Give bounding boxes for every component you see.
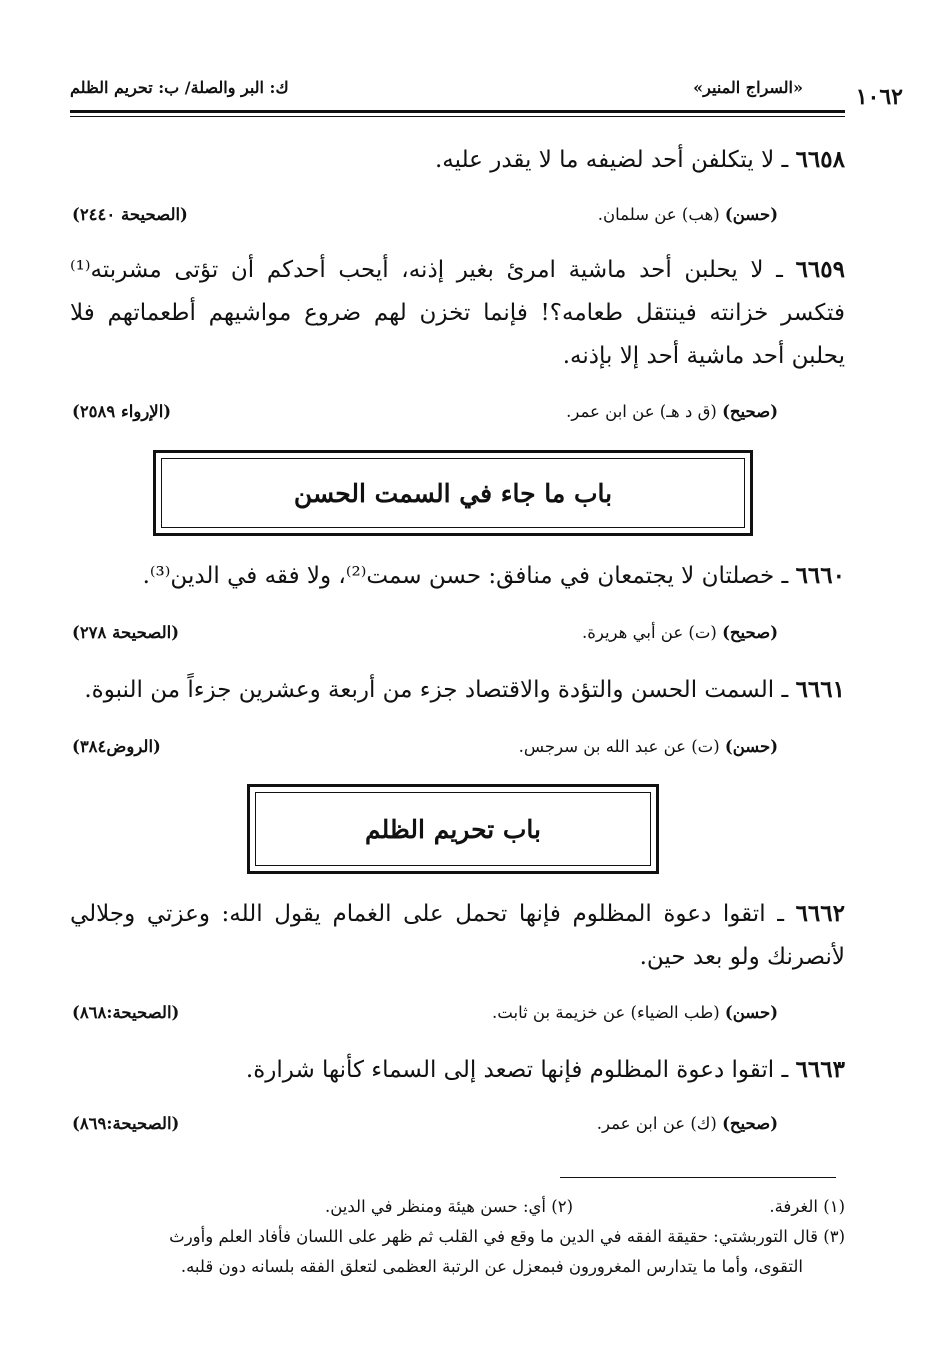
page-number: ١٠٦٢ (855, 84, 903, 110)
hadith-number: ٦٦٦٣ (795, 1056, 845, 1083)
hadith-number: ٦٦٥٩ (795, 256, 845, 283)
hadith-6660: ٦٦٦٠ ـ خصلتان لا يجتمعان في منافق: حسن سمت⁽²⁾، ولا فقه في الدين⁽³⁾. (142, 562, 845, 589)
hadith-reference: (الصحيحة:٨٦٨) (72, 1003, 180, 1022)
header-rule-thick (70, 110, 845, 113)
section-title: باب تحريم الظلم (365, 814, 541, 844)
section-heading-box (247, 784, 659, 874)
footnote-2: (٢) أي: حسن هيئة ومنظر في الدين. (325, 1197, 573, 1216)
footnote-3: (٣) قال التوربشتي: حقيقة الفقه في الدين ما وقع في القلب ثم ظهر على اللسان فأفاد العلم وأورث (169, 1227, 845, 1246)
book-title: «السراج المنير» (693, 78, 803, 97)
hadith-source: (حسن) (طب الضياء) عن خزيمة بن ثابت. (492, 1003, 778, 1022)
hadith-6663: ٦٦٦٣ ـ اتقوا دعوة المظلوم فإنها تصعد إلى السماء كأنها شرارة. (245, 1056, 845, 1083)
hadith-text: السمت الحسن والتؤدة والاقتصاد جزء من أربعة وعشرين جزءاً من النبوة. (84, 677, 775, 703)
hadith-grade: (حسن) (724, 737, 778, 756)
hadith-source: (حسن) (ت) عن عبد الله بن سرجس. (518, 737, 778, 756)
hadith-number: ٦٦٥٨ (795, 146, 845, 173)
hadith-source: (صحيح) (ت) عن أبي هريرة. (581, 623, 778, 642)
hadith-number: ٦٦٦١ (795, 676, 845, 703)
hadith-source: (صحيح) (ق د هـ) عن ابن عمر. (566, 402, 778, 421)
hadith-reference: (الصحيحة ٢٤٤٠) (72, 205, 188, 224)
hadith-text: لا يتكلفن أحد لضيفه ما لا يقدر عليه. (434, 147, 775, 173)
hadith-6659: ٦٦٥٩ ـ لا يحلبن أحد ماشية امرئ بغير إذنه، أيحب أحدكم أن تؤتى مشربته⁽¹⁾ فتكسر خزانته فينتقل طعامه؟! فإنما تخزن لهم ضروع مواشيهم أطعماتهم فلا يحلبن أحد ماشية أحد إلا بإذنه. (70, 256, 845, 369)
hadith-reference: (الصحيحة ٢٧٨) (72, 623, 180, 642)
running-header (70, 78, 903, 110)
hadith-reference: (الصحيحة:٨٦٩) (72, 1114, 180, 1133)
hadith-6658: ٦٦٥٨ ـ لا يتكلفن أحد لضيفه ما لا يقدر عليه. (434, 146, 845, 173)
hadith-text: لا يحلبن أحد ماشية امرئ بغير إذنه، أيحب أحدكم أن تؤتى مشربته⁽¹⁾ فتكسر خزانته فينتقل طعامه؟! فإنما تخزن لهم ضروع مواشيهم أطعماتهم فلا يحلبن أحد ماشية أحد إلا بإذنه. (70, 257, 845, 369)
section-heading-box (153, 450, 753, 536)
footnote-1: (١) الغرفة. (769, 1197, 845, 1216)
hadith-source: (حسن) (هب) عن سلمان. (597, 205, 778, 224)
hadith-text: خصلتان لا يجتمعان في منافق: حسن سمت⁽²⁾، ولا فقه في الدين⁽³⁾. (142, 563, 775, 589)
section-title: باب ما جاء في السمت الحسن (293, 478, 613, 508)
hadith-number: ٦٦٦٢ (795, 900, 845, 927)
hadith-grade: (صحيح) (722, 402, 778, 421)
hadith-6662: ٦٦٦٢ ـ اتقوا دعوة المظلوم فإنها تحمل على الغمام يقول الله: وعزتي وجلالي لأنصرنك ولو بعد حين. (70, 900, 845, 970)
footnote-separator (560, 1177, 836, 1178)
hadith-source: (صحيح) (ك) عن ابن عمر. (596, 1114, 778, 1133)
hadith-grade: (صحيح) (722, 623, 778, 642)
hadith-text: اتقوا دعوة المظلوم فإنها تصعد إلى السماء كأنها شرارة. (245, 1057, 775, 1083)
hadith-number: ٦٦٦٠ (795, 562, 845, 589)
hadith-reference: (الإرواء ٢٥٨٩) (72, 402, 172, 421)
hadith-grade: (حسن) (724, 1003, 778, 1022)
header-rule-thin (70, 116, 845, 117)
hadith-text: اتقوا دعوة المظلوم فإنها تحمل على الغمام يقول الله: وعزتي وجلالي لأنصرنك ولو بعد حين. (70, 901, 845, 970)
hadith-grade: (حسن) (724, 205, 778, 224)
hadith-6661: ٦٦٦١ ـ السمت الحسن والتؤدة والاقتصاد جزء من أربعة وعشرين جزءاً من النبوة. (84, 676, 845, 703)
hadith-reference: (الروض٣٨٤) (72, 737, 161, 756)
hadith-grade: (صحيح) (722, 1114, 778, 1133)
chapter-title: ك: البر والصلة/ ب: تحريم الظلم (70, 78, 289, 97)
footnote-3-continued: التقوى، وأما ما يتدارس المغرورون فبمعزل عن الرتبة العظمى لتعلق الفقه بلسانه دون قلبه. (180, 1257, 803, 1276)
